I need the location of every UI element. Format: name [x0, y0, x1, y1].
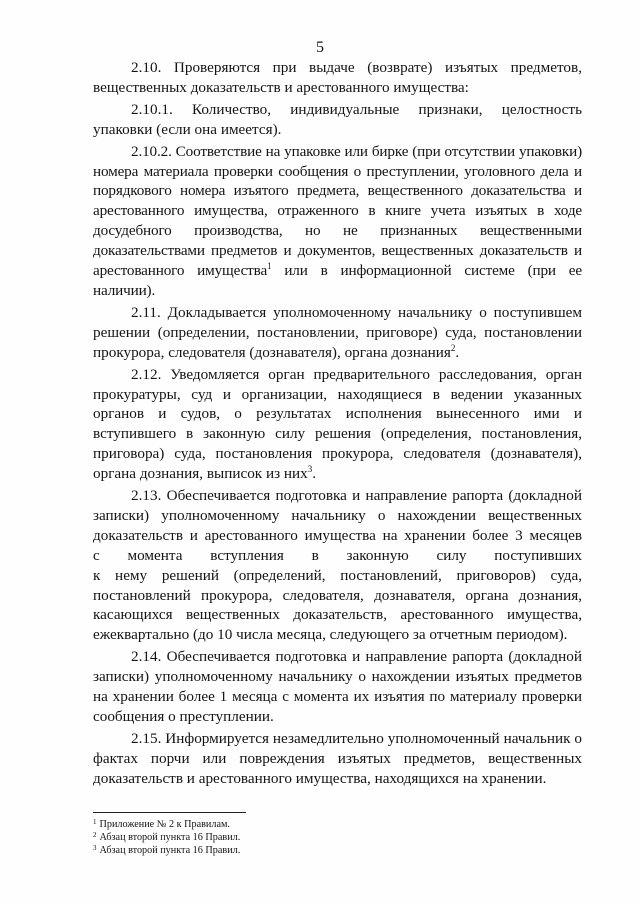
page-number: 5 [316, 39, 324, 56]
paragraph-2-12-text: 2.12. Уведомляется орган предварительного расследования, орган прокуратуры, суд и организации, находящиеся в ведении указанных органов и судов, о результатах исполнения вынесенного ими и вступившего в законную силу решения (определения, постановления, приговора) суда, постановления прокурора, следователя (дознавателя), органа дознания, выписок из них [93, 365, 582, 483]
paragraph-2-13-line: касающихся вещественных доказательств, арестованного имущества, [93, 606, 582, 624]
footnote-item [93, 844, 393, 857]
footnote-mark: 2 [93, 831, 97, 840]
paragraph-2-10-1: 2.10.1. Количество, индивидуальные признаки, целостность упаковки (если она имеется). [93, 100, 582, 138]
paragraph-2-13-line: с момента вступления в законную силу поступивших [93, 546, 582, 564]
footnote-text: Абзац второй пункта 16 Правил. [99, 845, 241, 857]
paragraph-2-13 [93, 486, 582, 645]
paragraph-2-11 [93, 303, 582, 363]
footnote-ref-1: 1 [267, 261, 272, 272]
paragraph-2-10: 2.10. Проверяются при выдаче (возврате) изъятых предметов, вещественных доказательств и арестованного имущества: [93, 59, 582, 96]
footnote-mark: 1 [93, 818, 97, 826]
footnote-ref-3: 3 [307, 464, 313, 475]
paragraph-2-13-line: постановлений прокурора, следователя, дознавателя, органа дознания, [93, 586, 582, 604]
paragraph-2-13-line: к нему решений (определений, постановлений, приговоров) суда, [93, 566, 582, 584]
paragraph-2-12-tail: . [312, 465, 317, 483]
footnote-ref-2: 2 [450, 342, 456, 353]
paragraph-2-13-line: 2.13. Обеспечивается подготовка и направление рапорта (докладной [131, 487, 582, 505]
footnote-divider [93, 812, 246, 813]
footnote-text: Приложение № 2 к Правилам. [99, 819, 230, 830]
paragraph-2-10-2 [93, 142, 582, 301]
paragraph-2-12 [93, 365, 582, 484]
paragraph-2-10-2-text: 2.10.2. Соответствие на упаковке или бирке (при отсутствии упаковки) номера материала проверки сообщения о преступлении, уголовного дела и порядкового номера изъятого предмета, вещественного доказательства и арестованного имущества, отраженного в книге учета изъятых в ходе досудебного производства, но не признанных вещественными доказательствами предметов и документов, вещественных доказательств и арестованного имущества [93, 142, 582, 280]
footnote-text: Абзац второй пункта 16 Правил. [99, 832, 241, 844]
paragraph-2-11-tail: . [455, 343, 460, 361]
document-body [93, 58, 582, 789]
footnote-mark: 3 [93, 844, 97, 853]
footnote-item [93, 831, 393, 844]
paragraph-2-13-line: доказательств и арестованного имущества на хранении более 3 месяцев [93, 526, 582, 544]
paragraph-2-13-line: ежеквартально (до 10 числа месяца, следующего за отчетным периодом). [93, 626, 568, 644]
paragraph-2-13-line: записки) уполномоченному начальнику о нахождении вещественных [93, 506, 582, 524]
paragraph-2-15: 2.15. Информируется незамедлительно уполномоченный начальник о фактах порчи или повреждения изъятых предметов, вещественных доказательств и арестованного имущества, находящихся на хранении. [93, 729, 582, 787]
paragraph-2-10-2-tail: или в информационной системе (при ее наличии). [93, 262, 582, 299]
footnotes [93, 818, 393, 857]
paragraph-2-11-text: 2.11. Докладывается уполномоченному начальнику о поступившем решении (определении, постановлении, приговоре) суда, постановлении прокурора, следователя (дознавателя), органа дознания [93, 303, 582, 361]
paragraph-2-14: 2.14. Обеспечивается подготовка и направление рапорта (докладной записки) уполномоченному начальнику о нахождении изъятых предметов на хранении более 1 месяца с момента их изъятия по материалу проверки сообщения о преступлении. [93, 648, 582, 725]
footnote-item [93, 818, 393, 831]
